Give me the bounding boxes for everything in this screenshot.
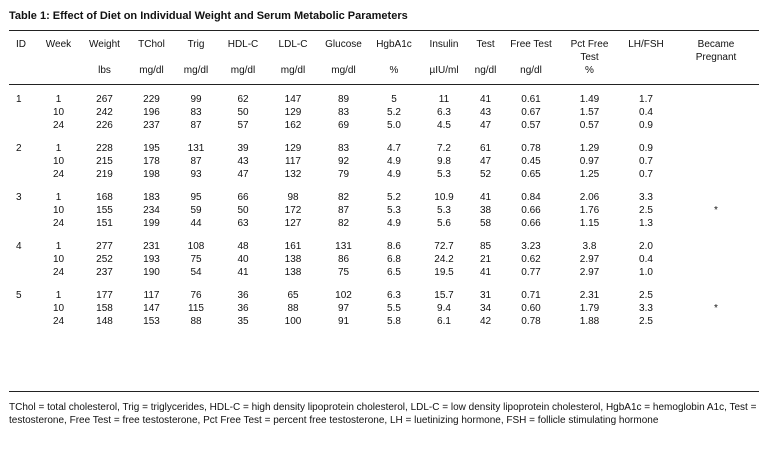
group-gap <box>9 230 759 240</box>
table-cell: 83 <box>337 107 350 118</box>
table-row <box>9 240 759 253</box>
table-cell: 252 <box>96 254 113 265</box>
table-cell: 10 <box>52 205 65 216</box>
table-cell: 117 <box>143 290 160 301</box>
table-cell: 100 <box>284 316 302 327</box>
subject-id-cell <box>9 315 37 328</box>
table-cell: 5.5 <box>387 303 401 314</box>
table-cell: 1.57 <box>579 107 600 118</box>
table-cell: 2.31 <box>579 290 600 301</box>
table-cell <box>673 240 759 253</box>
table-cell: 190 <box>143 267 160 278</box>
table-cell: 196 <box>143 107 160 118</box>
table-cell: 31 <box>479 290 492 301</box>
subject-id-cell: 1 <box>16 94 22 105</box>
table-cell: 0.65 <box>521 169 541 180</box>
table-cell: 5.3 <box>387 205 401 216</box>
header-row <box>9 38 759 64</box>
group-gap <box>9 132 759 142</box>
table-cell: 102 <box>335 290 352 301</box>
table-title: Table 1: Effect of Diet on Individual Weight and Serum Metabolic Parameters <box>9 10 408 22</box>
table-cell: 162 <box>284 120 302 131</box>
table-cell: 0.7 <box>639 169 653 180</box>
table-cell: 219 <box>96 169 113 180</box>
table-cell: 161 <box>284 241 302 252</box>
table-cell: 62 <box>237 94 249 105</box>
table-cell: 93 <box>190 169 202 180</box>
unit-label: mg/dl <box>230 65 256 76</box>
table-cell <box>673 119 759 132</box>
table-cell <box>673 217 759 230</box>
table-cell: 4.7 <box>387 143 401 154</box>
unit-label: mg/dl <box>280 65 306 76</box>
table-cell: 24 <box>52 218 65 229</box>
table-cell: 1.76 <box>579 205 600 216</box>
table-cell: 47 <box>479 120 492 131</box>
table-cell: 43 <box>237 156 249 167</box>
table-cell <box>673 93 759 106</box>
table-cell: 24 <box>52 169 65 180</box>
col-header: Became Pregnant <box>695 39 737 63</box>
table-cell <box>673 155 759 168</box>
table-cell <box>673 191 759 204</box>
table-cell: 87 <box>190 156 202 167</box>
table-cell: 3.23 <box>521 241 541 252</box>
table-cell: 6.3 <box>387 290 401 301</box>
table-cell: 4.9 <box>387 218 401 229</box>
table-cell: 83 <box>337 143 350 154</box>
table-cell: 0.67 <box>521 107 541 118</box>
table-cell: 1 <box>55 290 62 301</box>
col-header: Test <box>476 39 495 50</box>
table-cell: 0.71 <box>521 290 541 301</box>
table-cell: 39 <box>237 143 249 154</box>
table-cell: 147 <box>143 303 160 314</box>
table-cell: 158 <box>96 303 113 314</box>
table-cell: 88 <box>190 316 202 327</box>
table-cell: 277 <box>96 241 113 252</box>
table-cell: 147 <box>284 94 302 105</box>
table-cell: 6.8 <box>387 254 401 265</box>
table-cell: 4.9 <box>387 169 401 180</box>
table-cell <box>673 289 759 302</box>
col-header: LDL-C <box>278 39 308 50</box>
table-cell: 2.5 <box>639 290 653 301</box>
table-cell: 226 <box>96 120 113 131</box>
table-cell: 0.66 <box>521 218 541 229</box>
unit-label <box>37 64 80 81</box>
table-row <box>9 93 759 106</box>
table-cell: 1.88 <box>579 316 600 327</box>
table-cell: 24 <box>52 120 65 131</box>
table-body <box>9 81 759 328</box>
table-cell: 0.62 <box>521 254 541 265</box>
table-row <box>9 315 759 328</box>
unit-label: % <box>585 65 594 76</box>
table-cell: 6.5 <box>387 267 401 278</box>
table-cell: 234 <box>143 205 160 216</box>
table-cell: 168 <box>96 192 113 203</box>
table-cell: 4.9 <box>387 156 401 167</box>
unit-label: % <box>389 65 399 76</box>
table-cell: 6.3 <box>437 107 451 118</box>
table-cell: 267 <box>96 94 113 105</box>
table-cell: 5.2 <box>387 192 401 203</box>
table-cell: 0.45 <box>521 156 541 167</box>
table-row <box>9 217 759 230</box>
table-cell: 24 <box>52 316 65 327</box>
table-cell: 66 <box>237 192 249 203</box>
subject-id-cell <box>9 253 37 266</box>
table-cell: 172 <box>284 205 302 216</box>
table-cell: 215 <box>96 156 113 167</box>
table-cell: 9.8 <box>437 156 451 167</box>
table-row <box>9 155 759 168</box>
table-cell: 129 <box>284 107 302 118</box>
table-cell: 132 <box>284 169 302 180</box>
table-cell: 3.8 <box>582 241 597 252</box>
col-header: Glucose <box>325 39 362 50</box>
table-cell: 57 <box>237 120 249 131</box>
table-cell: * <box>714 303 718 314</box>
table-cell: 242 <box>96 107 113 118</box>
table-row <box>9 253 759 266</box>
table-cell <box>673 168 759 181</box>
subject-id-cell: 5 <box>16 290 22 301</box>
unit-label: ng/dl <box>474 65 497 76</box>
table-cell: 129 <box>284 143 302 154</box>
table-cell: 1.15 <box>579 218 600 229</box>
table-cell: 228 <box>96 143 113 154</box>
table-cell: 61 <box>479 143 492 154</box>
col-header: HgbA1c <box>376 39 412 50</box>
table-cell: 75 <box>190 254 202 265</box>
table-cell: 153 <box>143 316 160 327</box>
table-row <box>9 106 759 119</box>
table-cell: * <box>714 205 718 216</box>
table-cell: 231 <box>143 241 160 252</box>
table-cell: 1 <box>55 143 62 154</box>
table-cell: 75 <box>337 267 350 278</box>
table-cell: 59 <box>190 205 202 216</box>
table-cell: 24 <box>52 267 65 278</box>
table-cell: 127 <box>284 218 302 229</box>
table-cell: 5.3 <box>437 205 451 216</box>
table-cell: 5.3 <box>437 169 451 180</box>
table-cell: 35 <box>237 316 249 327</box>
table-cell: 72.7 <box>434 241 454 252</box>
table-cell: 3.3 <box>639 192 653 203</box>
table-cell: 10 <box>52 303 65 314</box>
table-cell: 138 <box>284 254 302 265</box>
table-cell: 43 <box>479 107 492 118</box>
table-cell <box>673 266 759 279</box>
table-cell: 148 <box>96 316 113 327</box>
table-cell: 48 <box>237 241 249 252</box>
col-header: Trig <box>187 39 205 50</box>
table-cell: 95 <box>190 192 202 203</box>
table-cell: 24.2 <box>434 254 454 265</box>
unit-label <box>673 64 759 81</box>
table-cell <box>673 253 759 266</box>
table-cell: 91 <box>337 316 350 327</box>
subject-id-cell <box>9 266 37 279</box>
group-gap <box>9 181 759 191</box>
table-cell: 41 <box>479 94 492 105</box>
table-cell: 198 <box>143 169 160 180</box>
table-cell: 63 <box>237 218 249 229</box>
table-cell: 183 <box>143 192 160 203</box>
table-cell: 1 <box>55 241 62 252</box>
table-row <box>9 204 759 217</box>
table-cell <box>673 106 759 119</box>
table-cell: 97 <box>337 303 350 314</box>
table-cell: 44 <box>190 218 202 229</box>
table-cell: 2.5 <box>639 316 653 327</box>
table-cell: 237 <box>96 267 113 278</box>
table-row <box>9 191 759 204</box>
table-cell: 92 <box>337 156 350 167</box>
table-cell: 36 <box>237 290 249 301</box>
table-cell: 87 <box>337 205 350 216</box>
table-cell: 10 <box>52 107 65 118</box>
table-cell: 0.9 <box>639 143 653 154</box>
table-cell: 1 <box>55 192 62 203</box>
data-table <box>9 38 759 328</box>
table-cell: 2.97 <box>579 254 600 265</box>
table-cell: 41 <box>479 192 492 203</box>
table-cell: 36 <box>237 303 249 314</box>
table-cell: 2.97 <box>579 267 600 278</box>
table-cell: 88 <box>287 303 299 314</box>
table-cell: 41 <box>479 267 492 278</box>
table-cell: 1.7 <box>639 94 653 105</box>
col-header: Week <box>45 39 72 50</box>
table-cell: 0.78 <box>521 316 541 327</box>
subject-id-cell: 2 <box>16 143 22 154</box>
table-cell: 1.49 <box>579 94 600 105</box>
unit-label: ng/dl <box>520 65 542 76</box>
table-cell: 89 <box>337 94 350 105</box>
table-cell: 10 <box>52 156 65 167</box>
table-cell: 5.2 <box>387 107 401 118</box>
unit-label <box>619 64 673 81</box>
col-header: Free Test <box>510 39 552 50</box>
table-cell: 50 <box>237 107 249 118</box>
table-row <box>9 289 759 302</box>
unit-label: mg/dl <box>139 65 164 76</box>
table-cell: 195 <box>143 143 160 154</box>
unit-label: lbs <box>98 65 111 76</box>
table-cell: 10 <box>52 254 65 265</box>
table-cell: 3.3 <box>639 303 653 314</box>
table-cell: 6.1 <box>437 316 451 327</box>
table-cell: 115 <box>188 303 204 314</box>
table-cell: 82 <box>337 192 350 203</box>
table-cell: 0.84 <box>521 192 541 203</box>
table-cell: 1.79 <box>579 303 600 314</box>
bottom-rule <box>9 391 759 392</box>
table-cell: 21 <box>479 254 492 265</box>
table-cell: 9.4 <box>437 303 451 314</box>
table-cell: 54 <box>190 267 202 278</box>
table-cell: 69 <box>337 120 350 131</box>
table-cell: 50 <box>237 205 249 216</box>
col-header: LH/FSH <box>628 39 664 50</box>
table-row <box>9 142 759 155</box>
table-cell: 177 <box>96 290 113 301</box>
table-cell: 2.0 <box>639 241 653 252</box>
table-cell: 1 <box>55 94 62 105</box>
table-cell: 1.0 <box>639 267 653 278</box>
spacer-row <box>9 81 759 93</box>
table-cell: 87 <box>190 120 202 131</box>
table-cell: 7.2 <box>437 143 451 154</box>
table-cell: 229 <box>143 94 160 105</box>
table-cell: 117 <box>285 156 301 167</box>
table-cell: 83 <box>190 107 202 118</box>
table-cell: 38 <box>479 205 492 216</box>
table-cell: 52 <box>479 169 492 180</box>
unit-label <box>9 64 37 81</box>
units-row <box>9 64 759 81</box>
table-cell: 5.6 <box>437 218 451 229</box>
col-header: ID <box>16 39 26 50</box>
table-cell: 40 <box>237 254 249 265</box>
table-cell: 11 <box>438 94 450 105</box>
table-cell: 0.57 <box>579 120 600 131</box>
table-cell: 98 <box>287 192 299 203</box>
subject-id-cell <box>9 119 37 132</box>
table-cell: 0.4 <box>639 107 653 118</box>
table-cell: 86 <box>337 254 350 265</box>
subject-id-cell: 3 <box>16 192 22 203</box>
table-cell: 237 <box>143 120 160 131</box>
table-cell: 99 <box>190 94 202 105</box>
table-cell: 0.78 <box>521 143 541 154</box>
table-cell: 1.25 <box>579 169 600 180</box>
table-cell: 131 <box>335 241 352 252</box>
table-cell: 0.60 <box>521 303 541 314</box>
table-cell: 19.5 <box>434 267 454 278</box>
table-row <box>9 168 759 181</box>
table-cell: 5.0 <box>387 120 401 131</box>
table-cell: 34 <box>479 303 492 314</box>
table-cell: 0.7 <box>639 156 653 167</box>
table-cell: 0.61 <box>521 94 541 105</box>
table-row <box>9 119 759 132</box>
table-cell: 0.97 <box>579 156 600 167</box>
table-cell: 65 <box>287 290 299 301</box>
table-cell: 1.3 <box>639 218 653 229</box>
table-cell: 47 <box>237 169 249 180</box>
subject-id-cell <box>9 217 37 230</box>
unit-label: mg/dl <box>183 65 209 76</box>
table-footnote: TChol = total cholesterol, Trig = triglycerides, HDL-C = high density lipoprotein cholesterol, LDL-C = low density lipoprotein cholesterol, HgbA1c = hemoglobin A1c, Test = testosterone, Free Test = free testosterone, Pct Free Test = percent free testosterone, LH = luetinizing hormone, FSH = follicle stimulating hormone <box>9 402 757 426</box>
table-cell: 108 <box>187 241 205 252</box>
table-cell: 0.66 <box>521 205 541 216</box>
table-cell: 47 <box>479 156 492 167</box>
col-header: Pct Free Test <box>570 39 609 63</box>
unit-label: µIU/ml <box>429 65 459 76</box>
table-cell: 199 <box>143 218 160 229</box>
table-cell: 0.4 <box>639 254 653 265</box>
col-header: HDL-C <box>227 39 259 50</box>
table-cell: 1.29 <box>579 143 600 154</box>
table-cell: 10.9 <box>434 192 454 203</box>
table-row <box>9 302 759 315</box>
table-cell: 151 <box>96 218 113 229</box>
table-cell: 42 <box>479 316 492 327</box>
col-header: Insulin <box>429 39 459 50</box>
table-cell: 2.06 <box>579 192 600 203</box>
table-cell: 8.6 <box>387 241 401 252</box>
table-cell: 0.9 <box>639 120 653 131</box>
table-cell: 0.77 <box>521 267 541 278</box>
table-cell: 82 <box>337 218 350 229</box>
col-header: Weight <box>89 39 120 50</box>
table-cell: 178 <box>143 156 160 167</box>
table-cell: 2.5 <box>639 205 653 216</box>
subject-id-cell <box>9 168 37 181</box>
table-cell: 4.5 <box>437 120 451 131</box>
table-cell: 85 <box>479 241 492 252</box>
table-cell: 41 <box>237 267 249 278</box>
table-cell: 58 <box>479 218 492 229</box>
unit-label: mg/dl <box>331 65 356 76</box>
table-row <box>9 266 759 279</box>
table-cell: 76 <box>190 290 202 301</box>
subject-id-cell <box>9 302 37 315</box>
top-rule <box>9 30 759 31</box>
col-header: TChol <box>138 39 165 50</box>
table-cell: 138 <box>284 267 302 278</box>
table-cell <box>673 142 759 155</box>
group-gap <box>9 279 759 289</box>
subject-id-cell: 4 <box>16 241 22 252</box>
table-cell: 15.7 <box>434 290 454 301</box>
subject-id-cell <box>9 155 37 168</box>
table-cell <box>673 315 759 328</box>
table-cell: 5 <box>391 94 397 105</box>
table-cell: 193 <box>143 254 160 265</box>
table-cell: 155 <box>96 205 113 216</box>
table-cell: 5.8 <box>387 316 401 327</box>
subject-id-cell <box>9 106 37 119</box>
subject-id-cell <box>9 204 37 217</box>
table-cell: 0.57 <box>521 120 541 131</box>
table-cell: 79 <box>337 169 350 180</box>
table-cell: 131 <box>187 143 205 154</box>
